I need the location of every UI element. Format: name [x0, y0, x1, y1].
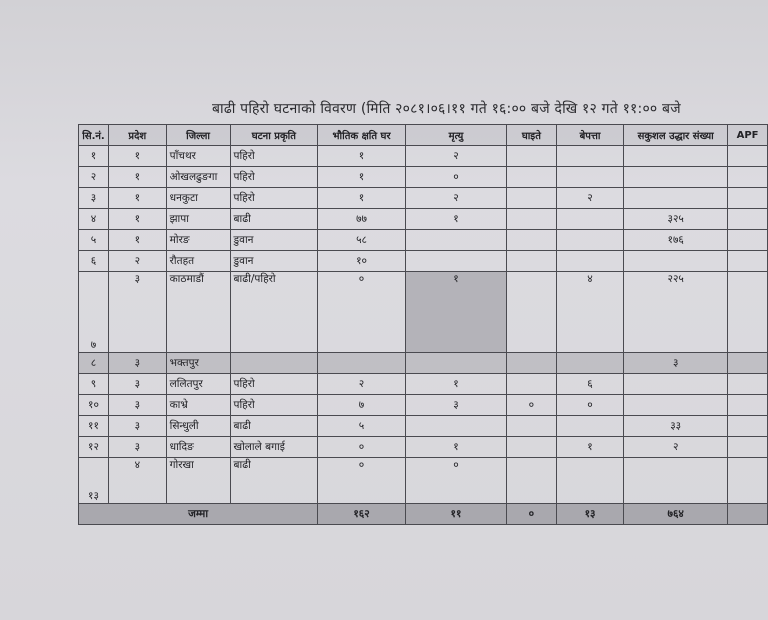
- cell-house-damage: ५८: [318, 230, 406, 251]
- cell-injured: [507, 416, 557, 437]
- table-row: [79, 272, 768, 353]
- cell-rescued: [624, 167, 728, 188]
- cell-house-damage: १: [318, 188, 406, 209]
- col-header-missing: बेपत्ता: [556, 125, 624, 146]
- cell-missing: ०: [556, 395, 624, 416]
- cell-injured: [507, 272, 557, 353]
- cell-missing: [556, 353, 624, 374]
- col-header-province: प्रदेश: [108, 125, 166, 146]
- table-row: [79, 251, 768, 272]
- cell-missing: १: [556, 437, 624, 458]
- table-total-row: [79, 504, 768, 525]
- col-header-apf: APF: [728, 125, 768, 146]
- cell-incident-type: खोलाले बगाई: [230, 437, 318, 458]
- cell-injured: [507, 437, 557, 458]
- cell-house-damage: [318, 353, 406, 374]
- cell-deaths: १: [405, 272, 506, 353]
- cell-serial: ११: [79, 416, 109, 437]
- cell-apf: [728, 251, 768, 272]
- cell-district: काभ्रे: [166, 395, 230, 416]
- cell-injured: [507, 374, 557, 395]
- table-row: [79, 146, 768, 167]
- table-row: [79, 395, 768, 416]
- cell-deaths: १: [405, 374, 506, 395]
- cell-serial: २: [79, 167, 109, 188]
- cell-apf: [728, 437, 768, 458]
- cell-house-damage: ७: [318, 395, 406, 416]
- cell-province: ३: [108, 353, 166, 374]
- cell-apf: [728, 416, 768, 437]
- cell-incident-type: पहिरो: [230, 167, 318, 188]
- cell-district: मोरङ: [166, 230, 230, 251]
- cell-incident-type: बाढी: [230, 458, 318, 504]
- cell-incident-type: पहिरो: [230, 188, 318, 209]
- cell-incident-type: पहिरो: [230, 146, 318, 167]
- cell-province: ३: [108, 374, 166, 395]
- table-header-row: [79, 125, 768, 146]
- cell-serial: ९: [79, 374, 109, 395]
- cell-injured: [507, 188, 557, 209]
- cell-district: काठमाडौं: [166, 272, 230, 353]
- report-title: बाढी पहिरो घटनाको विवरण (मिति २०८१।०६।११ गते १६:०० बजे देखि १२ गते ११:०० बजे: [212, 101, 681, 117]
- cell-deaths: [405, 251, 506, 272]
- cell-serial: ३: [79, 188, 109, 209]
- cell-district: धादिङ: [166, 437, 230, 458]
- cell-rescued: [624, 374, 728, 395]
- cell-apf: [728, 458, 768, 504]
- cell-incident-type: पहिरो: [230, 374, 318, 395]
- table-row: [79, 167, 768, 188]
- cell-deaths: ०: [405, 458, 506, 504]
- cell-rescued: [624, 395, 728, 416]
- cell-house-damage: २: [318, 374, 406, 395]
- cell-district: ओखलढुङगा: [166, 167, 230, 188]
- cell-injured: [507, 167, 557, 188]
- cell-house-damage: ०: [318, 437, 406, 458]
- total-injured: ०: [507, 504, 557, 525]
- total-label: जम्मा: [79, 504, 318, 525]
- cell-injured: [507, 209, 557, 230]
- total-house-damage: १६२: [318, 504, 406, 525]
- disaster-report-table: [78, 124, 768, 525]
- cell-rescued: २: [624, 437, 728, 458]
- cell-deaths: ३: [405, 395, 506, 416]
- cell-missing: [556, 416, 624, 437]
- total-deaths: ११: [405, 504, 506, 525]
- table-row: [79, 374, 768, 395]
- cell-house-damage: १: [318, 167, 406, 188]
- cell-rescued: [624, 146, 728, 167]
- cell-province: १: [108, 146, 166, 167]
- table-row: [79, 437, 768, 458]
- cell-serial: १२: [79, 437, 109, 458]
- cell-province: १: [108, 188, 166, 209]
- cell-district: सिन्धुली: [166, 416, 230, 437]
- cell-apf: [728, 209, 768, 230]
- cell-rescued: [624, 251, 728, 272]
- cell-injured: [507, 353, 557, 374]
- cell-missing: [556, 167, 624, 188]
- cell-province: १: [108, 230, 166, 251]
- cell-house-damage: ५: [318, 416, 406, 437]
- cell-incident-type: बाढी: [230, 416, 318, 437]
- cell-missing: [556, 230, 624, 251]
- cell-deaths: १: [405, 437, 506, 458]
- cell-district: रौतहत: [166, 251, 230, 272]
- cell-province: १: [108, 209, 166, 230]
- cell-deaths: २: [405, 146, 506, 167]
- cell-apf: [728, 188, 768, 209]
- cell-serial: ४: [79, 209, 109, 230]
- cell-house-damage: ०: [318, 272, 406, 353]
- col-header-injured: घाइते: [507, 125, 557, 146]
- cell-province: २: [108, 251, 166, 272]
- cell-missing: [556, 458, 624, 504]
- cell-rescued: ३३: [624, 416, 728, 437]
- cell-apf: [728, 395, 768, 416]
- cell-rescued: २२५: [624, 272, 728, 353]
- cell-incident-type: डुवान: [230, 230, 318, 251]
- cell-deaths: [405, 353, 506, 374]
- cell-district: झापा: [166, 209, 230, 230]
- col-header-rescued: सकुशल उद्धार संख्या: [624, 125, 728, 146]
- cell-province: १: [108, 167, 166, 188]
- cell-serial: ८: [79, 353, 109, 374]
- cell-house-damage: ७७: [318, 209, 406, 230]
- cell-serial: ५: [79, 230, 109, 251]
- cell-rescued: १७६: [624, 230, 728, 251]
- cell-rescued: [624, 458, 728, 504]
- cell-missing: २: [556, 188, 624, 209]
- cell-incident-type: बाढी/पहिरो: [230, 272, 318, 353]
- cell-province: ३: [108, 416, 166, 437]
- cell-serial: १०: [79, 395, 109, 416]
- cell-serial: ६: [79, 251, 109, 272]
- cell-apf: [728, 230, 768, 251]
- cell-missing: [556, 146, 624, 167]
- cell-province: ४: [108, 458, 166, 504]
- cell-missing: [556, 251, 624, 272]
- cell-incident-type: पहिरो: [230, 395, 318, 416]
- cell-missing: ६: [556, 374, 624, 395]
- cell-province: ३: [108, 437, 166, 458]
- cell-district: धनकुटा: [166, 188, 230, 209]
- cell-serial: ७: [79, 272, 109, 353]
- cell-rescued: [624, 188, 728, 209]
- cell-apf: [728, 167, 768, 188]
- cell-deaths: १: [405, 209, 506, 230]
- table-row: [79, 416, 768, 437]
- cell-injured: [507, 146, 557, 167]
- cell-apf: [728, 272, 768, 353]
- col-header-deaths: मृत्यु: [405, 125, 506, 146]
- cell-apf: [728, 146, 768, 167]
- table-row: [79, 230, 768, 251]
- cell-injured: [507, 458, 557, 504]
- cell-incident-type: बाढी: [230, 209, 318, 230]
- col-header-district: जिल्ला: [166, 125, 230, 146]
- cell-district: ललितपुर: [166, 374, 230, 395]
- table-row: [79, 209, 768, 230]
- cell-district: पाँचथर: [166, 146, 230, 167]
- cell-deaths: ०: [405, 167, 506, 188]
- cell-incident-type: [230, 353, 318, 374]
- cell-injured: [507, 251, 557, 272]
- cell-rescued: ३: [624, 353, 728, 374]
- cell-province: ३: [108, 395, 166, 416]
- col-header-serial: सि.नं.: [79, 125, 109, 146]
- total-rescued: ७६४: [624, 504, 728, 525]
- table-row: [79, 353, 768, 374]
- cell-deaths: २: [405, 188, 506, 209]
- cell-deaths: [405, 230, 506, 251]
- col-header-incident-type: घटना प्रकृति: [230, 125, 318, 146]
- table-row: [79, 188, 768, 209]
- cell-apf: [728, 374, 768, 395]
- cell-injured: ०: [507, 395, 557, 416]
- cell-serial: १३: [79, 458, 109, 504]
- cell-district: गोरखा: [166, 458, 230, 504]
- cell-house-damage: १: [318, 146, 406, 167]
- cell-house-damage: ०: [318, 458, 406, 504]
- cell-incident-type: डुवान: [230, 251, 318, 272]
- col-header-house-damage: भौतिक क्षति घर: [318, 125, 406, 146]
- cell-province: ३: [108, 272, 166, 353]
- cell-missing: [556, 209, 624, 230]
- cell-deaths: [405, 416, 506, 437]
- cell-serial: १: [79, 146, 109, 167]
- table-row: [79, 458, 768, 504]
- cell-rescued: ३२५: [624, 209, 728, 230]
- total-apf: [728, 504, 768, 525]
- cell-apf: [728, 353, 768, 374]
- cell-district: भक्तपुर: [166, 353, 230, 374]
- cell-missing: ४: [556, 272, 624, 353]
- cell-house-damage: १०: [318, 251, 406, 272]
- total-missing: १३: [556, 504, 624, 525]
- cell-injured: [507, 230, 557, 251]
